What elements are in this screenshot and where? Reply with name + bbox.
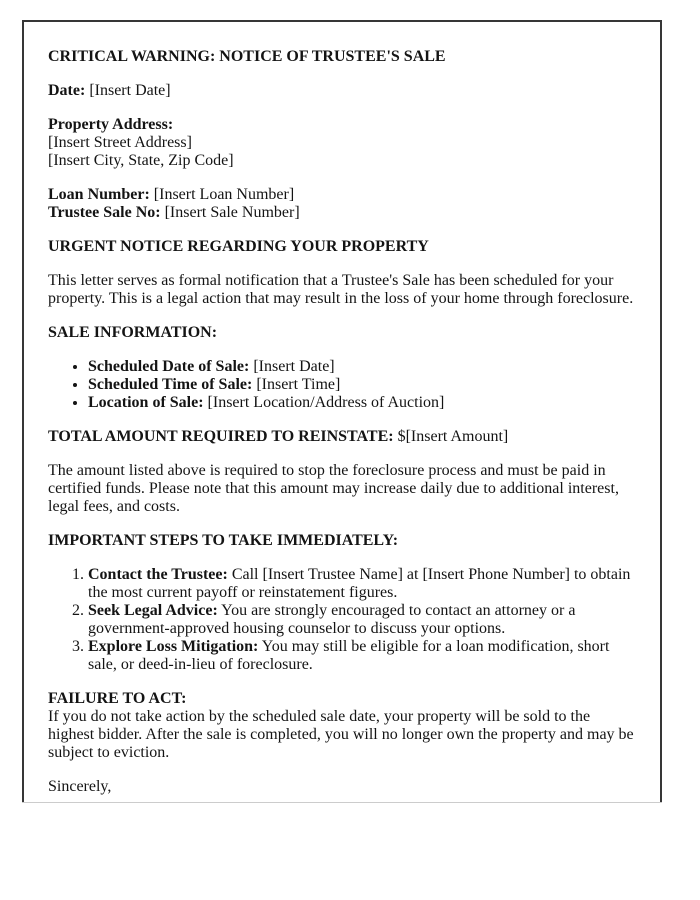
sale-info-date-value: [Insert Date] <box>253 358 335 375</box>
step-explore-loss-mitigation <box>88 638 636 674</box>
important-steps-heading: IMPORTANT STEPS TO TAKE IMMEDIATELY: <box>48 532 399 549</box>
property-address-city: [Insert City, State, Zip Code] <box>48 152 234 169</box>
step-seek-legal-advice-label: Seek Legal Advice: <box>88 602 218 619</box>
date-line <box>48 82 636 100</box>
sale-info-time-label: Scheduled Time of Sale: <box>88 376 253 393</box>
total-amount-value: $[Insert Amount] <box>397 428 509 445</box>
loan-trustee-block <box>48 186 636 222</box>
amount-paragraph: The amount listed above is required to stop the foreclosure process and must be paid in certified funds. Please note that this amount may increase daily due to additional interest, legal fees, and costs. <box>48 462 619 515</box>
sale-info-item-time <box>88 376 636 394</box>
date-label: Date: <box>48 82 86 99</box>
sale-info-location-label: Location of Sale: <box>88 394 204 411</box>
step-explore-loss-mitigation-label: Explore Loss Mitigation: <box>88 638 259 655</box>
intro-paragraph: This letter serves as formal notification that a Trustee's Sale has been scheduled for your property. This is a legal action that may result in the loss of your home through foreclosure. <box>48 272 634 307</box>
important-steps-list <box>48 566 636 674</box>
letter-container <box>22 20 662 803</box>
step-seek-legal-advice-text: You are strongly encouraged to contact an attorney or a government-approved housing counselor to discuss your options. <box>88 602 576 637</box>
step-seek-legal-advice <box>88 602 636 638</box>
property-address-street: [Insert Street Address] <box>48 134 192 151</box>
step-explore-loss-mitigation-text: You may still be eligible for a loan modification, short sale, or deed-in-lieu of foreclosure. <box>88 638 610 673</box>
sale-information-heading: SALE INFORMATION: <box>48 324 218 341</box>
date-value: [Insert Date] <box>89 82 171 99</box>
failure-to-act-text: If you do not take action by the scheduled sale date, your property will be sold to the highest bidder. After the sale is completed, you will no longer own the property and may be subject to eviction. <box>48 708 634 761</box>
letter-clip-region <box>22 20 662 803</box>
loan-number-label: Loan Number: <box>48 186 150 203</box>
total-amount-line <box>48 428 636 446</box>
sale-info-time-value: [Insert Time] <box>256 376 341 393</box>
sale-information-list <box>48 358 636 412</box>
property-address-block <box>48 116 636 170</box>
property-address-label: Property Address: <box>48 116 174 133</box>
trustee-sale-value: [Insert Sale Number] <box>164 204 300 221</box>
letter-title: CRITICAL WARNING: NOTICE OF TRUSTEE'S SALE <box>48 48 446 65</box>
sale-info-location-value: [Insert Location/Address of Auction] <box>207 394 445 411</box>
step-contact-trustee-text: Call [Insert Trustee Name] at [Insert Phone Number] to obtain the most current payoff or reinstatement figures. <box>88 566 631 601</box>
step-contact-trustee <box>88 566 636 602</box>
sale-info-item-location <box>88 394 636 412</box>
failure-to-act-block <box>48 690 636 762</box>
urgent-notice-heading: URGENT NOTICE REGARDING YOUR PROPERTY <box>48 238 429 255</box>
failure-to-act-heading: FAILURE TO ACT: <box>48 690 187 707</box>
trustee-sale-label: Trustee Sale No: <box>48 204 161 221</box>
loan-number-value: [Insert Loan Number] <box>153 186 295 203</box>
step-contact-trustee-label: Contact the Trustee: <box>88 566 228 583</box>
sale-info-item-date <box>88 358 636 376</box>
total-amount-label: TOTAL AMOUNT REQUIRED TO REINSTATE: <box>48 428 394 445</box>
sale-info-date-label: Scheduled Date of Sale: <box>88 358 250 375</box>
closing-line: Sincerely, <box>48 778 112 795</box>
